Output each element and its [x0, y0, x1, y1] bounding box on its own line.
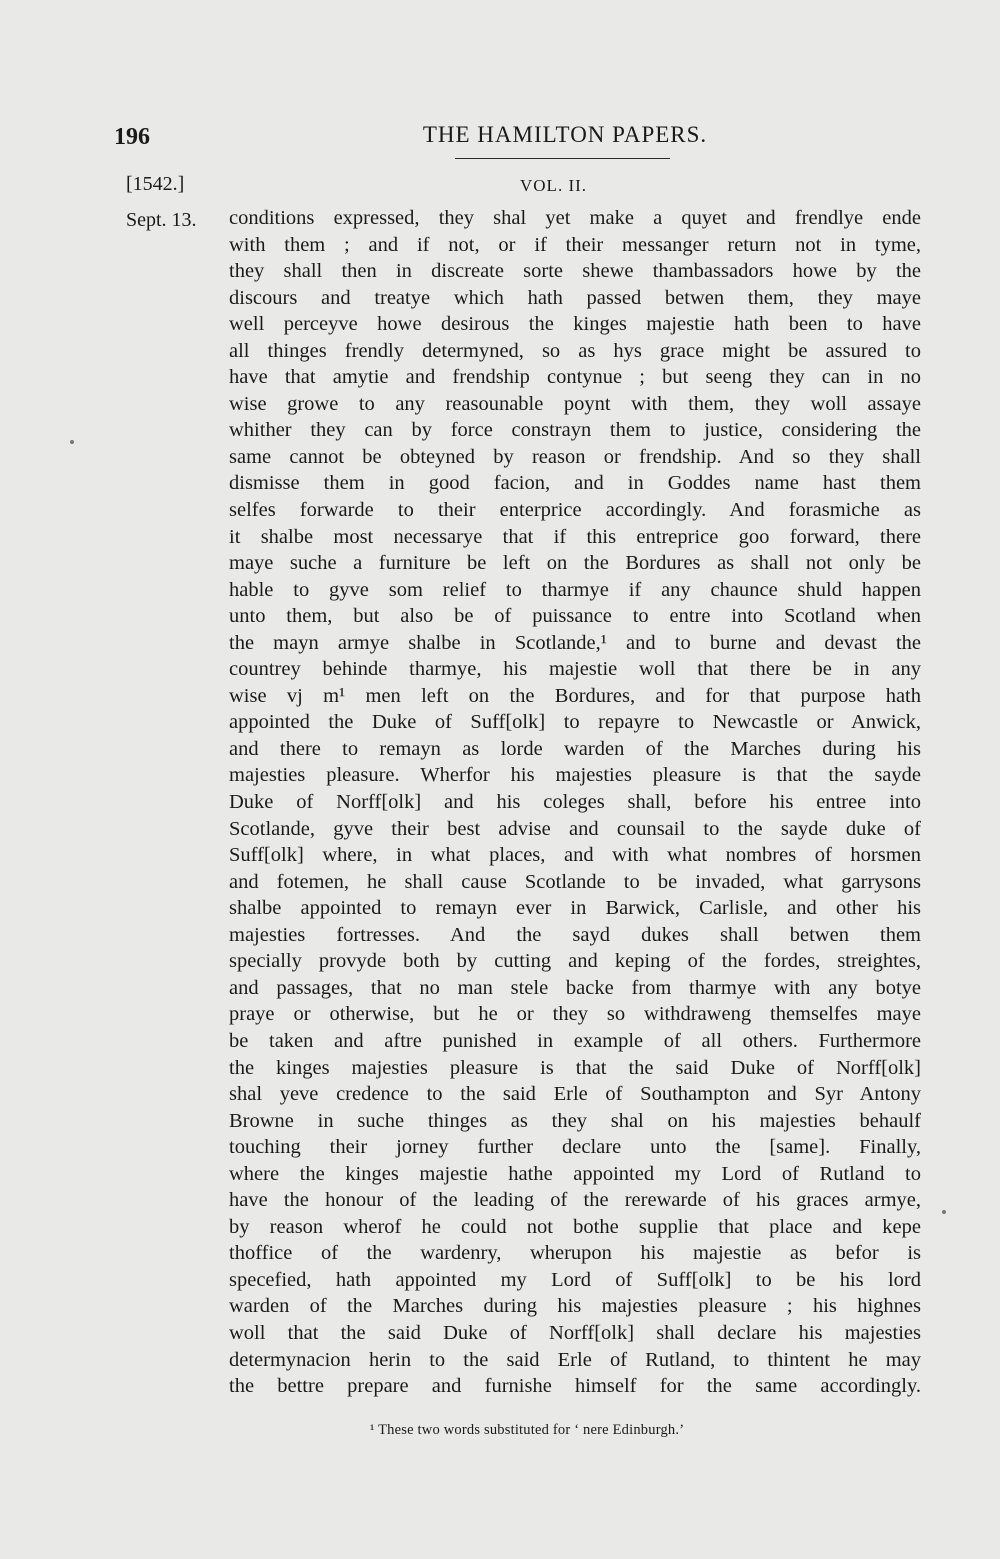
text-line: and there to remayn as lorde warden of the Marches during his — [229, 737, 921, 760]
text-line: by reason wherof he could not bothe supplie that place and kepe — [229, 1215, 921, 1238]
text-line: Suff[olk] where, in what places, and with what nombres of horsmen — [229, 844, 921, 867]
text-line: dismisse them in good facion, and in Goddes name hast them — [229, 472, 921, 495]
margin-year: [1542.] — [126, 173, 185, 195]
text-line: where the kinges majestie hathe appointed my Lord of Rutland to — [229, 1162, 921, 1185]
text-line: shal yeve credence to the said Erle of Southampton and Syr Antony — [229, 1083, 921, 1106]
text-line: it shalbe most necessarye that if this entreprice goo forward, there — [229, 525, 921, 548]
text-line: hable to gyve som relief to tharmye if any chaunce shuld happen — [229, 578, 921, 601]
text-line: unto them, but also be of puissance to entre into Scotland when — [229, 605, 921, 628]
text-line: and fotemen, he shall cause Scotlande to be invaded, what garrysons — [229, 870, 921, 893]
text-line: maye suche a furniture be left on the Bordures as shall not only be — [229, 552, 921, 575]
volume-label: VOL. II. — [520, 176, 588, 195]
margin-date: Sept. 13. — [126, 209, 197, 231]
text-line: appointed the Duke of Suff[olk] to repayre to Newcastle or Anwick, — [229, 711, 921, 734]
running-title: THE HAMILTON PAPERS. — [422, 122, 708, 147]
footnote: ¹ These two words substituted for ‘ nere Edinburgh.’ — [370, 1422, 685, 1438]
page-number: 196 — [114, 124, 150, 150]
text-line: majesties pleasure. Wherfor his majesties pleasure is that the sayde — [229, 764, 921, 787]
paper-speck — [942, 1210, 946, 1214]
text-line: the mayn armye shalbe in Scotlande,¹ and to burne and devast the — [229, 631, 921, 654]
text-line: with them ; and if not, or if their messanger return not in tyme, — [229, 233, 921, 256]
text-line: the bettre prepare and furnishe himself for the same accordingly. — [229, 1375, 921, 1398]
text-line: have that amytie and frendship contynue ; but seeng they can in no — [229, 366, 921, 389]
text-line: praye or otherwise, but he or they so withdraweng themselfes maye — [229, 1003, 921, 1026]
text-line: wise vj m¹ men left on the Bordures, and for that purpose hath — [229, 684, 921, 707]
text-line: warden of the Marches during his majesties pleasure ; his highnes — [229, 1295, 921, 1318]
text-line: have the honour of the leading of the rerewarde of his graces armye, — [229, 1189, 921, 1212]
text-line: they shall then in discreate sorte shewe thambassadors howe by the — [229, 260, 921, 283]
text-line: Duke of Norff[olk] and his coleges shall, before his entree into — [229, 791, 921, 814]
text-line: majesties fortresses. And the sayd dukes shall betwen them — [229, 923, 921, 946]
text-line: countrey behinde tharmye, his majestie woll that there be in any — [229, 658, 921, 681]
body-text — [229, 205, 921, 1400]
text-line: Scotlande, gyve their best advise and counsail to the sayde duke of — [229, 817, 921, 840]
title-rule — [455, 158, 670, 159]
text-line: whither they can by force constrayn them to justice, considering the — [229, 419, 921, 442]
text-line: shalbe appointed to remayn ever in Barwick, Carlisle, and other his — [229, 897, 921, 920]
text-line: be taken and aftre punished in example of all others. Furthermore — [229, 1029, 921, 1052]
text-line: wise growe to any reasounable poynt with them, they woll assaye — [229, 392, 921, 415]
text-line: and passages, that no man stele backe from tharmye with any botye — [229, 976, 921, 999]
text-line: all thinges frendly determyned, so as hys grace might be assured to — [229, 339, 921, 362]
text-line: discours and treatye which hath passed betwen them, they maye — [229, 286, 921, 309]
text-line: specially provyde both by cutting and keping of the fordes, streightes, — [229, 950, 921, 973]
text-line: same cannot be obteyned by reason or frendship. And so they shall — [229, 445, 921, 468]
text-line: touching their jorney further declare unto the [same]. Finally, — [229, 1136, 921, 1159]
text-line: well perceyve howe desirous the kinges majestie hath been to have — [229, 313, 921, 336]
text-line: conditions expressed, they shal yet make a quyet and frendlye ende — [229, 207, 921, 229]
text-line: Browne in suche thinges as they shal on his majesties behaulf — [229, 1109, 921, 1132]
text-line: the kinges majesties pleasure is that the said Duke of Norff[olk] — [229, 1056, 921, 1079]
text-line: woll that the said Duke of Norff[olk] shall declare his majesties — [229, 1321, 921, 1344]
text-line: specefied, hath appointed my Lord of Suff[olk] to be his lord — [229, 1268, 921, 1291]
text-line: determynacion herin to the said Erle of Rutland, to thintent he may — [229, 1348, 921, 1371]
text-line: selfes forwarde to their enterprice accordingly. And forasmiche as — [229, 499, 921, 522]
text-line: thoffice of the wardenry, wherupon his majestie as befor is — [229, 1242, 921, 1265]
paper-speck — [70, 440, 74, 444]
